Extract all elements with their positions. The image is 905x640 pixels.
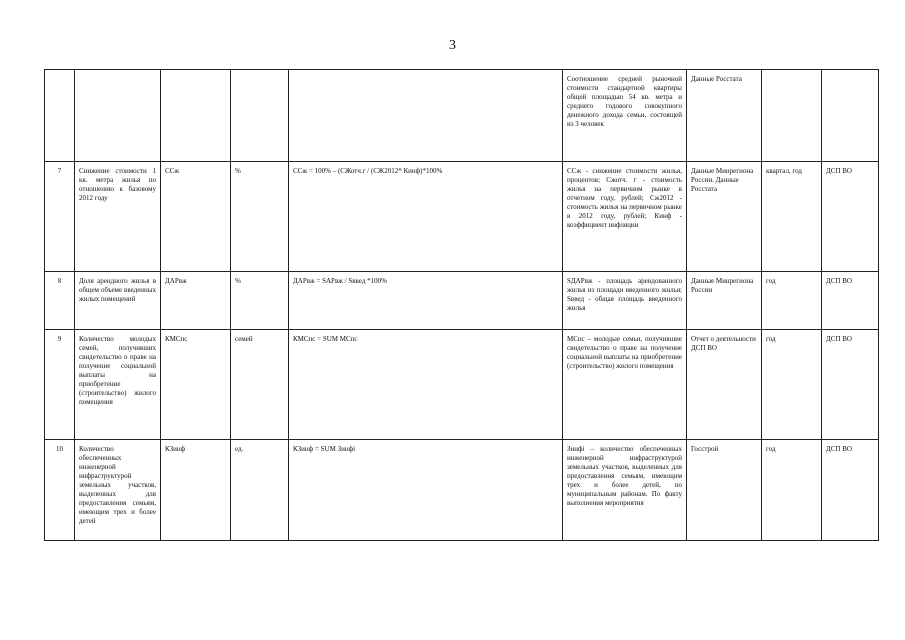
formula-description: Соотношение средней рыночной стоимости стандартной квартиры общей площадью 54 кв. метра и среднего годового совокупного денежного дохода семьи, состоящей из 3 человек	[563, 70, 687, 162]
indicator-name: Доля арендного жилья в общем объеме введенных жилых помещений	[75, 272, 161, 330]
table-row	[45, 70, 879, 162]
unit-of-measure: %	[231, 272, 289, 330]
data-source: Данные Росстата	[687, 70, 762, 162]
table-row	[45, 162, 879, 272]
row-number: 9	[45, 330, 75, 440]
reporting-period: год	[762, 272, 822, 330]
reporting-period: год	[762, 330, 822, 440]
responsible-body	[822, 70, 879, 162]
indicator-code: ДАРвж	[161, 272, 231, 330]
indicator-name: Количество обеспеченных инженерной инфраструктурой земельных участков, выделенных для предоставления семьям, имеющим трех и более детей	[75, 440, 161, 541]
responsible-body: ДСП ВО	[822, 162, 879, 272]
data-source: Данные Минрегиона России. Данные Росстата	[687, 162, 762, 272]
responsible-body: ДСП ВО	[822, 440, 879, 541]
calculation-formula: КМСпс = SUM МСпс	[289, 330, 563, 440]
calculation-formula: ДАРвж = SАРвж / Sввед *100%	[289, 272, 563, 330]
reporting-period	[762, 70, 822, 162]
table-row	[45, 330, 879, 440]
indicators-table	[44, 69, 879, 541]
indicator-code: КМСпс	[161, 330, 231, 440]
indicator-name	[75, 70, 161, 162]
formula-description: Зинфi – количество обеспеченных инженерной инфраструктурой земельных участков, выделенных для предоставления семьям, имеющим трех и более детей, по муниципальным районам. По факту выполнения мероприятия	[563, 440, 687, 541]
page-number: 3	[449, 38, 456, 53]
unit-of-measure: семей	[231, 330, 289, 440]
unit-of-measure: %	[231, 162, 289, 272]
formula-description: ССж - снижение стоимости жилья, процентов; Сжотч. г - стоимость жилья на первичном рынке в отчетном году, рублей; Сж2012 - стоимость жилья на первичном рынке в 2012 году, рублей; Кинф - коэффициент инфляции	[563, 162, 687, 272]
unit-of-measure	[231, 70, 289, 162]
row-number: 8	[45, 272, 75, 330]
formula-description: МСпс – молодые семьи, получившие свидетельство о праве на получение социальной выплаты на приобретение (строительство) жилого помещения	[563, 330, 687, 440]
calculation-formula	[289, 70, 563, 162]
data-source: Госстрой	[687, 440, 762, 541]
table-row	[45, 440, 879, 541]
indicator-name: Снижение стоимости 1 кв. метра жилья по отношению к базовому 2012 году	[75, 162, 161, 272]
calculation-formula: ССж = 100% – (СЖотч.г / (СЖ2012* Кинф)*100%	[289, 162, 563, 272]
formula-description: SДАРвж - площадь арендованного жилья из площади введенного жилья; Sввед - общая площадь введенного жилья	[563, 272, 687, 330]
row-number: 7	[45, 162, 75, 272]
indicator-code: ССж	[161, 162, 231, 272]
row-number	[45, 70, 75, 162]
indicator-code	[161, 70, 231, 162]
responsible-body: ДСП ВО	[822, 272, 879, 330]
calculation-formula: КЗинф = SUM Зинфi	[289, 440, 563, 541]
indicator-name: Количество молодых семей, получивших свидетельство о праве на получение социальной выплаты на приобретение (строительство) жилого помещения	[75, 330, 161, 440]
row-number: 10	[45, 440, 75, 541]
unit-of-measure: ед.	[231, 440, 289, 541]
data-source: Отчет о деятельности ДСП ВО	[687, 330, 762, 440]
reporting-period: год	[762, 440, 822, 541]
reporting-period: квартал, год	[762, 162, 822, 272]
table-row	[45, 272, 879, 330]
responsible-body: ДСП ВО	[822, 330, 879, 440]
indicator-code: КЗинф	[161, 440, 231, 541]
data-source: Данные Минрегиона России	[687, 272, 762, 330]
